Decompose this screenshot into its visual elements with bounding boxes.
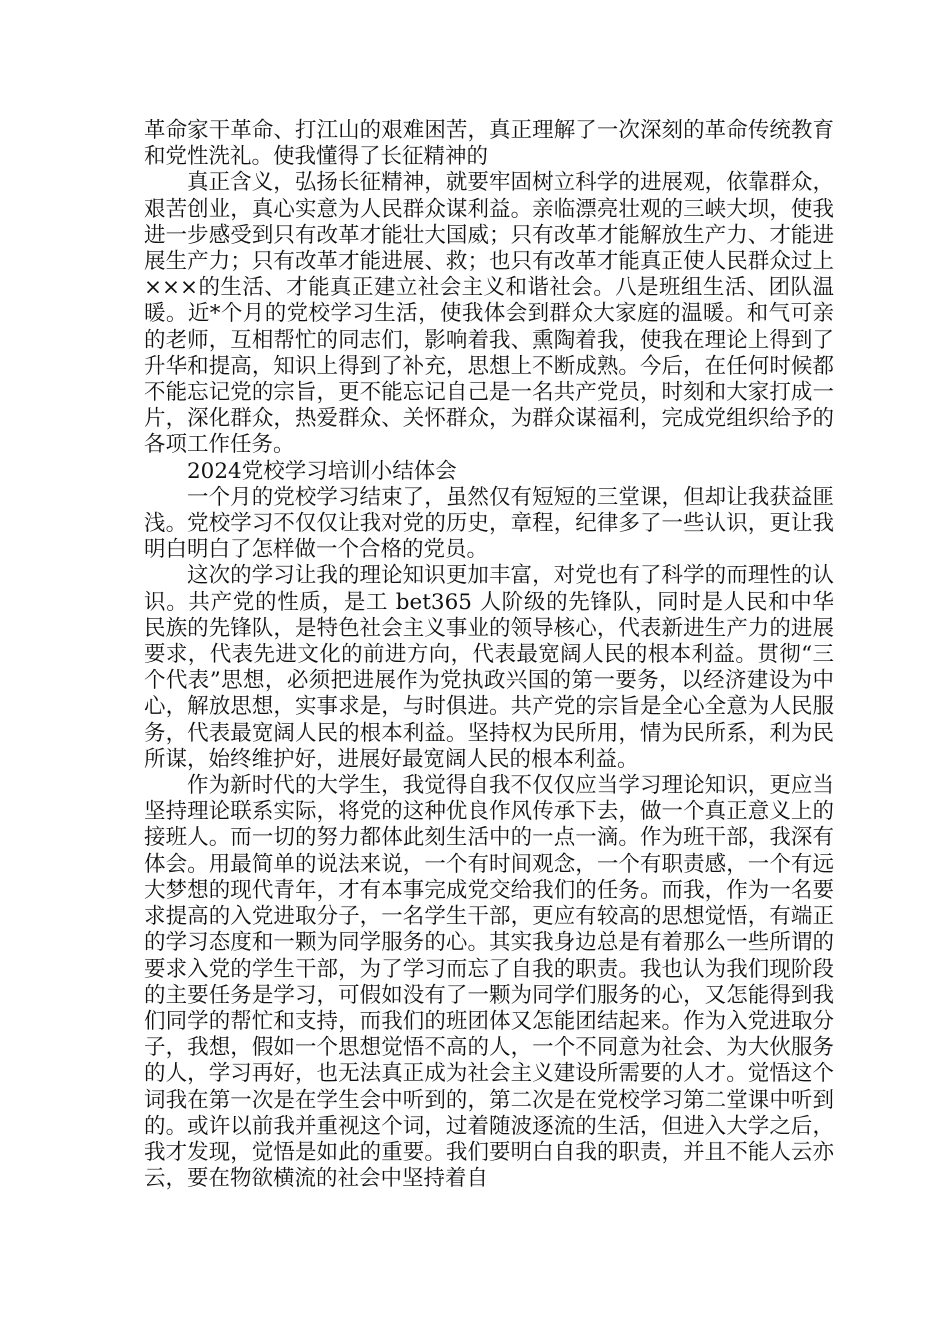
document-body: [144, 118, 834, 1192]
paragraph-2: 真正含义，弘扬长征精神，就要牢固树立科学的进展观，依靠群众，艰苦创业，真心实意为人民群众谋利益。亲临漂亮壮观的三峡大坝，使我进一步感受到只有改革才能壮大国威；只有改革才能解放生产力、才能进展生产力；只有改革才能进展、救；也只有改革才能真正使人民群众过上×××的生活、才能真正建立社会主义和谐社会。八是班组生活、团队温暖。近*个月的党校学习生活，使我体会到群众大家庭的温暖。和气可亲的老师，互相帮忙的同志们，影响着我、熏陶着我，使我在理论上得到了升华和提高，知识上得到了补充，思想上不断成熟。今后，在任何时候都不能忘记党的宗旨，更不能忘记自己是一名共产党员，时刻和大家打成一片，深化群众，热爱群众、关怀群众，为群众谋福利，完成党组织给予的各项工作任务。: [144, 170, 834, 458]
paragraph-1: 革命家干革命、打江山的艰难困苦，真正理解了一次深刻的革命传统教育和党性洗礼。使我懂得了长征精神的: [144, 118, 834, 170]
paragraph-3: 一个月的党校学习结束了，虽然仅有短短的三堂课，但却让我获益匪浅。党校学习不仅仅让我对党的历史，章程，纪律多了一些认识，更让我明白明白了怎样做一个合格的党员。: [144, 484, 834, 563]
paragraph-5: 作为新时代的大学生，我觉得自我不仅仅应当学习理论知识，更应当坚持理论联系实际，将党的这种优良作风传承下去，做一个真正意义上的接班人。而一切的努力都体此刻生活中的一点一滴。作为班干部，我深有体会。用最简单的说法来说，一个有时间观念，一个有职责感，一个有远大梦想的现代青年，才有本事完成党交给我们的任务。而我，作为一名要求提高的入党进取分子，一名学生干部，更应有较高的思想觉悟，有端正的学习态度和一颗为同学服务的心。其实我身边总是有着那么一些所谓的要求入党的学生干部，为了学习而忘了自我的职责。我也认为我们现阶段的主要任务是学习，可假如没有了一颗为同学们服务的心，又怎能得到我们同学的帮忙和支持，而我们的班团体又怎能团结起来。作为入党进取分子，我想，假如一个思想觉悟不高的人，一个不同意为社会、为大伙服务的人，学习再好，也无法真正成为社会主义建设所需要的人才。觉悟这个词我在第一次是在学生会中听到的，第二次是在党校学习第二堂课中听到的。或许以前我并重视这个词，过着随波逐流的生活，但进入大学之后，我才发现，觉悟是如此的重要。我们要明白自我的职责，并且不能人云亦云，要在物欲横流的社会中坚持着自: [144, 773, 834, 1192]
section-title: 2024党校学习培训小结体会: [187, 458, 457, 484]
paragraph-4: 这次的学习让我的理论知识更加丰富，对党也有了科学的而理性的认识。共产党的性质，是工 bet365 人阶级的先锋队，同时是人民和中华民族的先锋队，是特色社会主义事业的领导核心，代表新进生产力的进展要求，代表先进文化的前进方向，代表最宽阔人民的根本利益。贯彻“三个代表”思想，必须把进展作为党执政兴国的第一要务，以经济建设为中心，解放思想，实事求是，与时俱进。共产党的宗旨是全心全意为人民服务，代表最宽阔人民的根本利益。坚持权为民所用，情为民所系，利为民所谋，始终维护好，进展好最宽阔人民的根本利益。: [144, 563, 834, 772]
